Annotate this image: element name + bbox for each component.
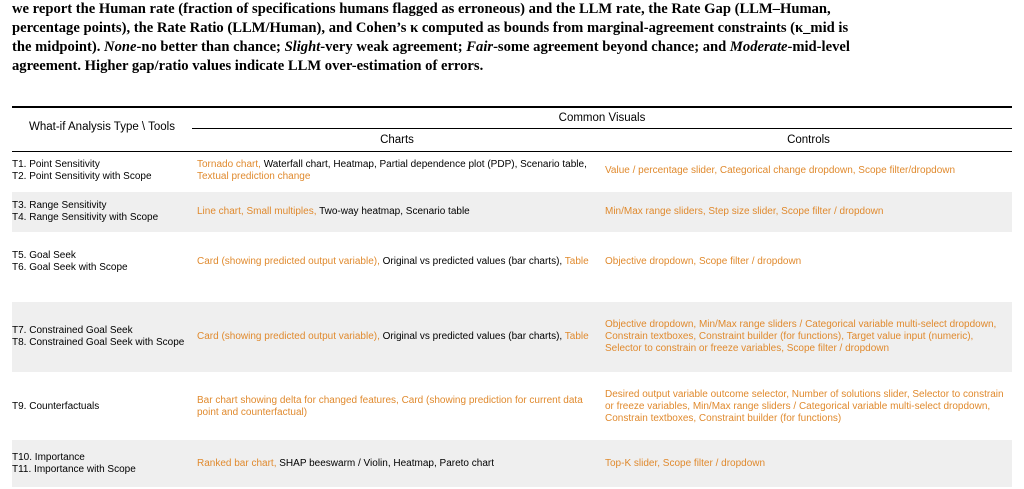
analysis-type-cell [12, 374, 190, 440]
caption-line-3 [12, 38, 1016, 57]
analysis-type-label: T1. Point Sensitivity [12, 159, 100, 170]
caption-line-4: agreement. Higher gap/ratio values indicate LLM over-estimation of errors. [12, 58, 484, 74]
analysis-type-label: T3. Range Sensitivity [12, 200, 107, 211]
header-analysis-type: What-if Analysis Type \ Tools [29, 121, 175, 133]
highlighted-tool-text: Line chart, Small multiples, [197, 206, 320, 217]
caption-text: -some agreement beyond chance; and [493, 39, 730, 55]
analysis-type-label: T6. Goal Seek with Scope [12, 262, 128, 273]
header-charts: Charts [380, 134, 414, 146]
charts-cell [197, 192, 592, 232]
analysis-type-label: T11. Importance with Scope [12, 463, 136, 475]
analysis-type-cell [12, 152, 190, 190]
table-row [12, 374, 1012, 440]
highlighted-tool-text: Objective dropdown, Scope filter / dropdown [605, 256, 802, 267]
tool-text: SHAP beeswarm / Violin, Heatmap, Pareto chart [279, 457, 494, 469]
header-controls: Controls [787, 134, 830, 146]
highlighted-tool-text: Bar chart showing delta for changed features, Card (showing prediction for current data point and counterfactual) [197, 395, 583, 418]
analysis-type-cell [12, 192, 190, 232]
analysis-type-label: T9. Counterfactuals [12, 401, 100, 412]
table-top-rule [12, 106, 1012, 108]
controls-cell [605, 302, 1010, 372]
analysis-type-label: T4. Range Sensitivity with Scope [12, 212, 159, 223]
charts-cell [197, 440, 592, 487]
highlighted-tool-text: Card (showing predicted output variable), [197, 256, 383, 267]
tool-text: Original vs predicted values (bar charts), [382, 331, 565, 342]
caption-term-slight: Slight [284, 39, 321, 55]
analysis-type-label: T7. Constrained Goal Seek [12, 325, 133, 336]
analysis-type-cell [12, 440, 190, 487]
analysis-type-label: T5. Goal Seek [12, 250, 76, 261]
analysis-type-cell [12, 234, 190, 290]
highlighted-tool-text: Card (showing predicted output variable), [197, 331, 383, 342]
caption-term-none: None [104, 39, 137, 55]
table-row [12, 440, 1012, 487]
charts-cell [197, 374, 592, 440]
header-common-visuals: Common Visuals [558, 112, 646, 124]
highlighted-tool-text: Desired output variable outcome selector, Number of solutions slider, Selector to constrain or freeze variables, Min/Max range sliders / Categorical variable multi-select dropdown, Constrain textboxes, Constraint builder (for functions) [605, 389, 1004, 424]
caption-text: the midpoint). [12, 39, 105, 55]
highlighted-tool-text: Min/Max range sliders, Step size slider, Scope filter / dropdown [605, 206, 884, 217]
controls-cell [605, 234, 1010, 290]
caption-line-1: we report the Human rate (fraction of specifications humans flagged as erroneous) and the LLM rate, the Rate Gap (LLM–Human, [12, 1, 831, 17]
highlighted-tool-text: Table [564, 256, 589, 267]
highlighted-tool-text: Top-K slider, Scope filter / dropdown [605, 457, 766, 469]
table-row [12, 234, 1012, 290]
caption-text: -very weak agreement; [320, 39, 467, 55]
highlighted-tool-text: Ranked bar chart, [197, 457, 280, 469]
charts-cell [197, 234, 592, 290]
controls-cell [605, 152, 1010, 190]
table-row [12, 302, 1012, 372]
tool-text: Original vs predicted values (bar charts), [382, 256, 565, 267]
controls-cell [605, 374, 1010, 440]
header-group-rule [192, 128, 1012, 129]
table-row [12, 192, 1012, 232]
analysis-type-label: T8. Constrained Goal Seek with Scope [12, 337, 185, 348]
charts-cell [197, 152, 592, 190]
table-caption [12, 0, 1016, 76]
charts-cell [197, 302, 592, 372]
highlighted-tool-text: Objective dropdown, Min/Max range sliders / Categorical variable multi-select dropdown, Constrain textboxes, Constraint builder (for functions), Target value input (numeric), Selector to constrain or freeze variables, Scope filter / dropdown [605, 319, 997, 354]
caption-line-2: percentage points), the Rate Ratio (LLM/Human), and Cohen’s κ computed as bounds from marginal-agreement constraints (κ_mid is [12, 20, 849, 36]
caption-text: -no better than chance; [136, 39, 285, 55]
controls-cell [605, 440, 1010, 487]
highlighted-tool-text: Table [564, 331, 589, 342]
highlighted-tool-text: Tornado chart, [197, 159, 264, 170]
analysis-type-label: T2. Point Sensitivity with Scope [12, 171, 152, 182]
tool-text: Waterfall chart, Heatmap, Partial dependence plot (PDP), Scenario table, [263, 159, 587, 170]
controls-cell [605, 192, 1010, 232]
caption-term-moderate: Moderate [729, 39, 788, 55]
table-row [12, 152, 1012, 190]
highlighted-tool-text: Value / percentage slider, Categorical change dropdown, Scope filter/dropdown [605, 165, 956, 176]
caption-term-fair: Fair [466, 39, 494, 55]
highlighted-tool-text: Textual prediction change [197, 171, 311, 182]
analysis-type-cell [12, 302, 190, 372]
tool-text: Two-way heatmap, Scenario table [319, 206, 470, 217]
analysis-type-label: T10. Importance [12, 451, 85, 463]
caption-text: -mid-level [787, 39, 850, 55]
